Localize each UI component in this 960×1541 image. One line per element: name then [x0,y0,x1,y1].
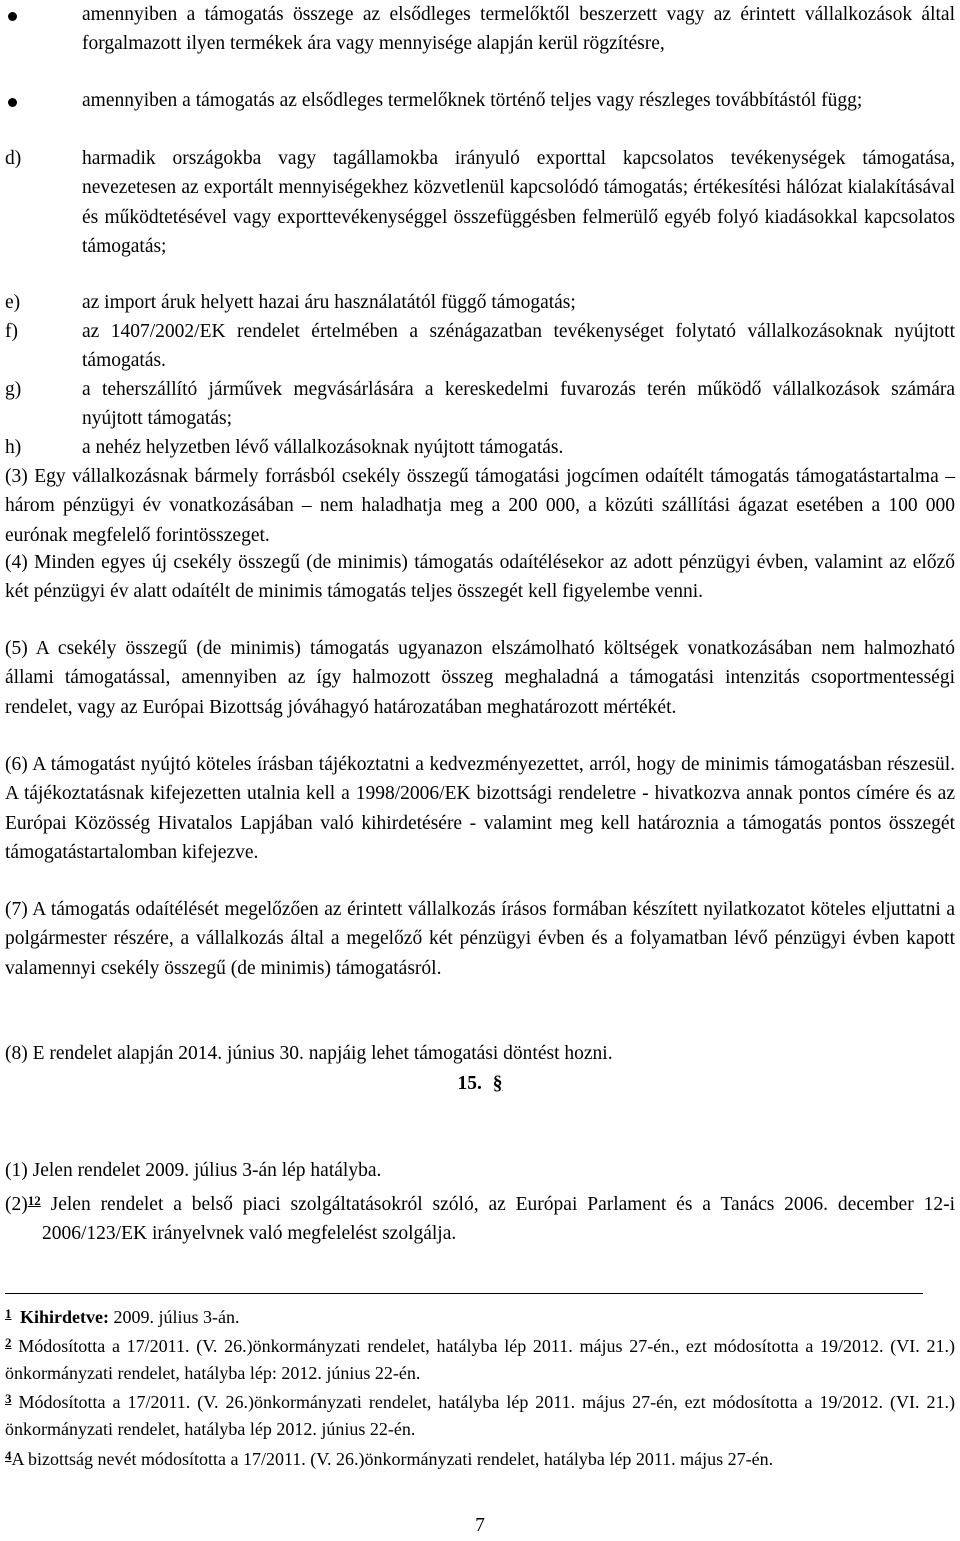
item-e: az import áruk helyett hazai áru használatától függő támogatás; [82,292,576,313]
bullet-icon [8,12,17,21]
section-heading [0,1073,960,1095]
final-provision-2-text: Jelen rendelet a belső piaci szolgáltatásokról szóló, az Európai Parlament és a Tanács 2006. december 12-i 2006/123/EK irányelvnek való megfelelést szolgálja. [42,1194,955,1245]
footnote-separator [5,1293,923,1294]
section-number: 15. [457,1073,482,1094]
footnote-4 [5,1443,955,1473]
footnote-2-number: 2 [5,1335,12,1350]
item-g: a teherszállító járművek megvásárlására a kereskedelmi fuvarozás terén működő vállalkozások számára nyújtott támogatás; [82,379,955,430]
footnote-1-number: 1 [5,1306,12,1321]
bullet-icon [8,98,17,107]
page-number: 7 [475,1515,485,1536]
footnote-4-text: A bizottság nevét módosította a 17/2011. (V. 26.)önkormányzati rendelet, hatályba lép 2011. május 27-én. [11,1449,774,1469]
item-marker-f: f) [5,321,18,342]
footnote-3 [5,1386,955,1442]
item-marker-e: e) [5,292,21,313]
final-provision-1 [5,1156,955,1185]
footnote-4-number: 4 [5,1448,12,1463]
item-marker-d: d) [5,148,22,169]
section-symbol: § [492,1073,503,1094]
footnote-1-text: 2009. július 3-án. [108,1307,240,1327]
final-provision-2 [5,1186,955,1249]
item-marker-g: g) [5,379,22,400]
final-provision-1-prefix: (1) [5,1160,28,1181]
paragraph-8: (8) E rendelet alapján 2014. június 30. napjáig lehet támogatási döntést hozni. [5,1043,613,1064]
bullet-item-2: amennyiben a támogatás az elsődleges termelőknek történő teljes vagy részleges továbbítástól függ; [82,90,863,111]
footnote-ref-link[interactable]: 12 [27,1193,41,1208]
paragraph-4: (4) Minden egyes új csekély összegű (de minimis) támogatás odaítélésekor az adott pénzügyi évben, valamint az előző két pénzügyi év alatt odaítélt de minimis támogatás teljes összegét kell figyelembe venni. [5,552,955,603]
bullet-item-1: amennyiben a támogatás összege az elsődleges termelőktől beszerzett vagy az érintett vállalkozások által forgalmazott ilyen termékek ára vagy mennyisége alapján kerül rögzítésre, [82,4,955,55]
footnote-2-text: Módosította a 17/2011. (V. 26.)önkormányzati rendelet, hatályba lép 2011. május 27-én., ezt módosította a 19/2012. (VI. 21.) önkormányzati rendelet, hatályba lép: 2012. június 22-én. [5,1336,955,1383]
paragraph-7: (7) A támogatás odaítélését megelőzően az érintett vállalkozás írásos formában készített nyilatkozatot köteles eljuttatni a polgármester részére, a vállalkozás által a megelőző két pénzügyi évben és a folyamatban lévő pénzügyi évben kapott valamennyi csekély összegű (de minimis) támogatásról. [5,899,955,979]
footnote-3-text: Módosította a 17/2011. (V. 26.)önkormányzati rendelet, hatályba lép 2011. május 27-én, ezt módosította a 19/2012. (VI. 21.) önkormányzati rendelet, hatályba lép 2012. június 22-én. [5,1392,955,1439]
footnote-2 [5,1330,955,1386]
item-h: a nehéz helyzetben lévő vállalkozásoknak nyújtott támogatás. [82,437,564,458]
paragraph-6: (6) A támogatást nyújtó köteles írásban tájékoztatni a kedvezményezettet, arról, hogy de minimis támogatásban részesül. A tájékoztatásnak kifejezetten utalnia kell a 1998/2006/EK bizottsági rendeletre - hivatkozva annak pontos címére és az Európai Közösség Hivatalos Lapjában való kihirdetésére - valamint meg kell határoznia a támogatás pontos összegét támogatástartalomban kifejezve. [5,754,955,864]
item-f: az 1407/2002/EK rendelet értelmében a szénágazatban tevékenységet folytató vállalkozásoknak nyújtott támogatás. [82,321,955,372]
footnote-1-label: Kihirdetve: [20,1307,109,1327]
paragraph-3: (3) Egy vállalkozásnak bármely forrásból csekély összegű támogatási jogcímen odaítélt támogatás támogatástartalma – három pénzügyi év vonatkozásában – nem haladhatja meg a 200 000, a közúti szállítási ágazat esetében a 100 000 eurónak megfelelő forintösszeget. [5,466,955,546]
final-provision-1-text: Jelen rendelet 2009. július 3-án lép hatályba. [32,1160,382,1181]
final-provision-2-prefix: (2) [5,1194,28,1215]
footnote-1 [5,1301,955,1331]
footnote-3-number: 3 [5,1391,12,1406]
item-marker-h: h) [5,437,22,458]
item-d: harmadik országokba vagy tagállamokba irányuló exporttal kapcsolatos tevékenységek támogatása, nevezetesen az exportált mennyiségekhez közvetlenül kapcsolódó támogatás; értékesítési hálózat kialakításával és működtetésével vagy exporttevékenységgel összefüggésben felmerülő egyéb folyó kiadásokkal kapcsolatos támogatás; [82,148,955,258]
paragraph-5: (5) A csekély összegű (de minimis) támogatás ugyanazon elszámolható költségek vonatkozásában nem halmozható állami támogatással, amennyiben az így halmozott összeg meghaladná a támogatási intenzitás csoportmentességi rendelet, vagy az Európai Bizottság jóváhagyó határozatában meghatározott mértékét. [5,638,955,718]
